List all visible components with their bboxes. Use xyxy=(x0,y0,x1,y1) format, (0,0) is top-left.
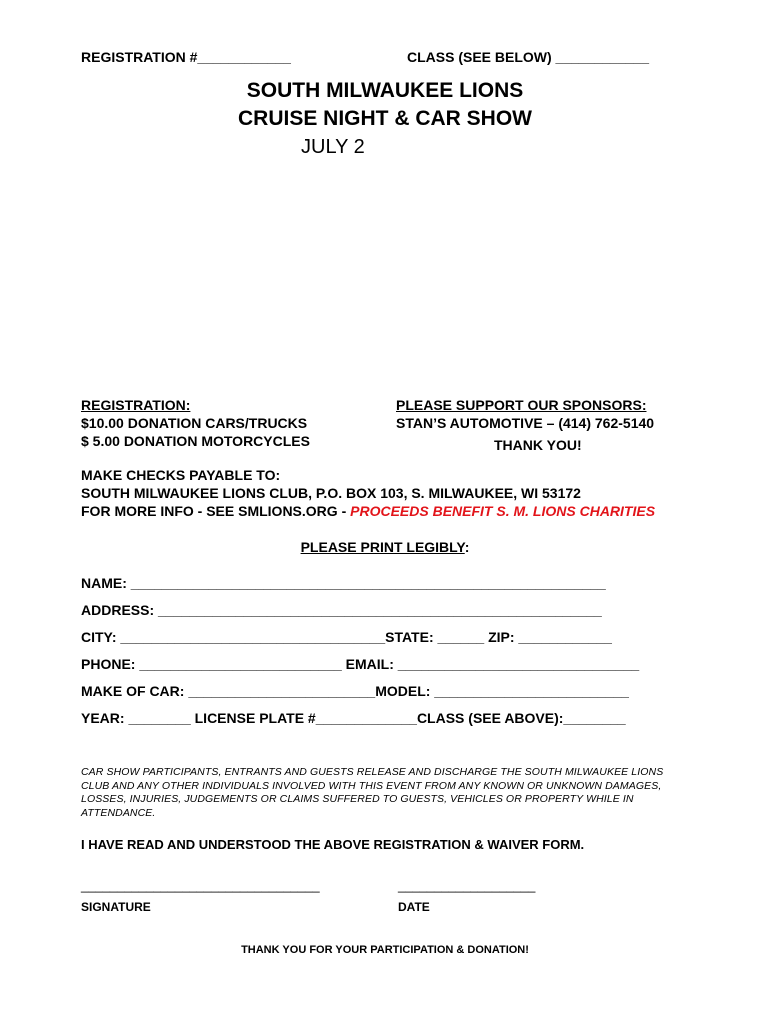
make-model-field[interactable]: MAKE OF CAR: ________________________MODEL: _________________________ xyxy=(81,683,629,699)
more-info-line xyxy=(81,502,655,520)
more-info-text: FOR MORE INFO - SEE SMLIONS.ORG - xyxy=(81,503,351,519)
address-field[interactable]: ADDRESS: _________________________________________________________ xyxy=(81,602,602,618)
waiver-text: CAR SHOW PARTICIPANTS, ENTRANTS AND GUESTS RELEASE AND DISCHARGE THE SOUTH MILWAUKEE LIONS CLUB AND ANY OTHER INDIVIDUALS INVOLVED WITH THIS EVENT FROM ANY KNOWN OR UNKNOWN DAMAGES, LOSSES, INJURIES, JUDGEMENTS OR CLAIMS SUFFERED TO GUESTS, VEHICLES OR PROPERTY WHILE IN ATTENDANCE. xyxy=(81,766,664,819)
print-legibly-label: PLEASE PRINT LEGIBLY xyxy=(300,539,465,555)
name-field[interactable]: NAME: _____________________________________________________________ xyxy=(81,575,606,591)
registration-block xyxy=(81,396,310,450)
checks-payable-heading: MAKE CHECKS PAYABLE TO: xyxy=(81,467,281,483)
sponsors-thank-you: THANK YOU! xyxy=(494,437,582,453)
registration-number-field[interactable]: REGISTRATION #____________ xyxy=(81,49,291,65)
mailing-address: SOUTH MILWAUKEE LIONS CLUB, P.O. BOX 103, S. MILWAUKEE, WI 53172 xyxy=(81,485,581,501)
print-legibly-colon: : xyxy=(464,539,470,555)
class-field[interactable]: CLASS (SEE BELOW) ____________ xyxy=(407,49,649,65)
date-line[interactable]: ___________________ xyxy=(398,878,536,893)
footer-thank-you: THANK YOU FOR YOUR PARTICIPATION & DONATION! xyxy=(241,944,529,956)
payment-info-block xyxy=(81,466,655,520)
event-date: JULY 2 xyxy=(301,136,365,158)
year-plate-class-field[interactable]: YEAR: ________ LICENSE PLATE #_____________CLASS (SEE ABOVE):________ xyxy=(81,710,626,726)
sponsors-heading: PLEASE SUPPORT OUR SPONSORS: xyxy=(396,397,647,413)
acknowledgement-text: I HAVE READ AND UNDERSTOOD THE ABOVE REGISTRATION & WAIVER FORM. xyxy=(81,837,585,852)
signature-line[interactable]: _________________________________ xyxy=(81,878,320,893)
sponsors-block xyxy=(396,396,654,432)
page-title-line1: SOUTH MILWAUKEE LIONS xyxy=(246,79,524,102)
registration-motorcycles-price: $ 5.00 DONATION MOTORCYCLES xyxy=(81,433,310,449)
print-legibly-note xyxy=(0,539,770,555)
city-state-zip-field[interactable]: CITY: __________________________________STATE: ______ ZIP: ____________ xyxy=(81,629,612,645)
date-label: DATE xyxy=(398,900,430,914)
signature-label: SIGNATURE xyxy=(81,900,151,914)
registration-cars-price: $10.00 DONATION CARS/TRUCKS xyxy=(81,415,308,431)
phone-email-field[interactable]: PHONE: __________________________ EMAIL: _______________________________ xyxy=(81,656,640,672)
page-title-line2: CRUISE NIGHT & CAR SHOW xyxy=(238,107,532,130)
proceeds-note: PROCEEDS BENEFIT S. M. LIONS CHARITIES xyxy=(350,503,656,519)
sponsor-line: STAN’S AUTOMOTIVE – (414) 762-5140 xyxy=(396,415,655,431)
registration-heading: REGISTRATION: xyxy=(81,397,191,413)
